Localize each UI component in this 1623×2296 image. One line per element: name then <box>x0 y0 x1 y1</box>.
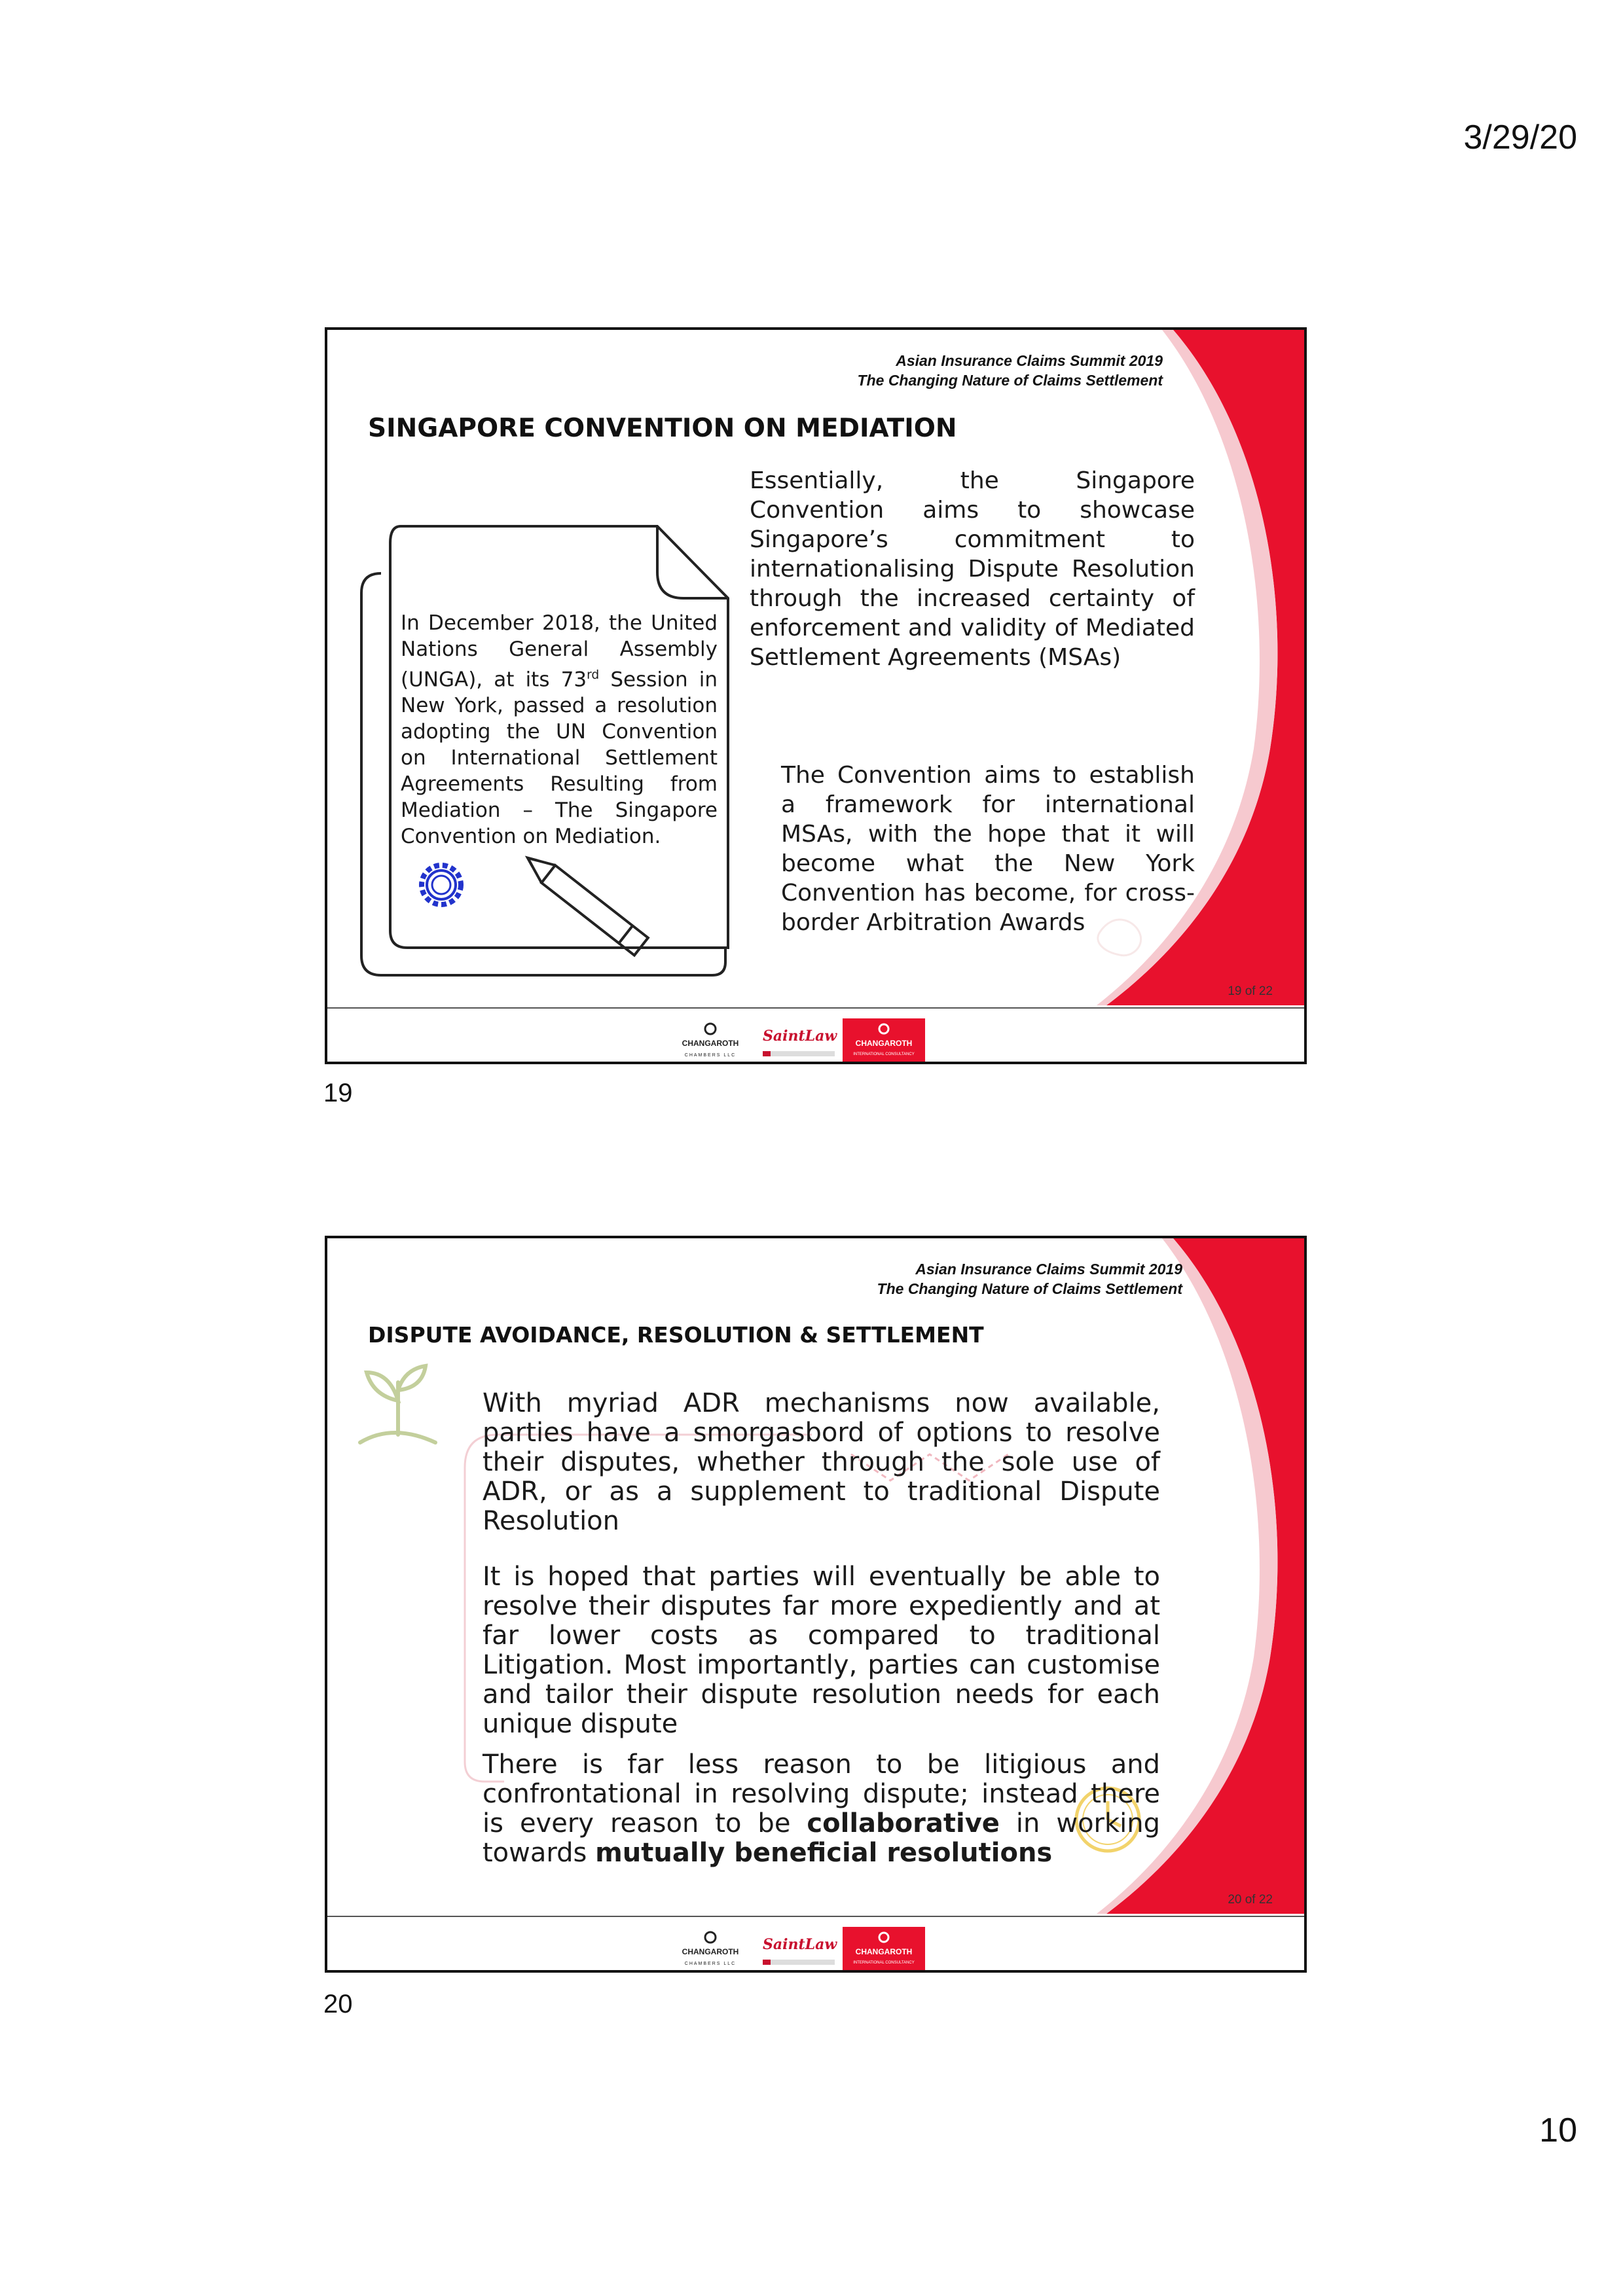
slide-19 <box>325 327 1307 1064</box>
footer-divider <box>327 1007 1304 1009</box>
paragraph-2: It is hoped that parties will eventually be able to resolve their disputes far more expediently and at far lower costs as compared to traditional Litigation. Most importantly, parties can customise and tailor their dispute resolution needs for each unique dispute <box>483 1562 1160 1739</box>
saintlaw-logo <box>763 1936 837 1965</box>
slide-counter: 19 of 22 <box>1228 984 1273 998</box>
changaroth-consultancy-logo <box>843 1927 925 1973</box>
event-header <box>877 1259 1182 1299</box>
svg-text:INTERNATIONAL CONSULTANCY: INTERNATIONAL CONSULTANCY <box>853 1961 915 1965</box>
card-text: In December 2018, the United Nations General Assembly (UNGA), at its 73rd Session in New York, passed a resolution adopting the UN Convention on International Settlement Agreements Resulting from Mediation – The Singapore Convention on Mediation. <box>401 611 718 849</box>
page-number: 10 <box>1539 2111 1577 2149</box>
paragraph-2: The Convention aims to establish a framework for international MSAs, with the hope that it will become what the New York Convention has become, for cross-border Arbitration Awards <box>781 762 1195 936</box>
svg-text:INTERNATIONAL CONSULTANCY: INTERNATIONAL CONSULTANCY <box>853 1052 915 1056</box>
saintlaw-logo <box>763 1028 837 1056</box>
event-subtitle: The Changing Nature of Claims Settlement <box>877 1280 1182 1297</box>
svg-text:SaintLaw: SaintLaw <box>763 1936 837 1953</box>
event-title: Asian Insurance Claims Summit 2019 <box>915 1261 1182 1278</box>
slide-counter: 20 of 22 <box>1228 1893 1273 1907</box>
svg-text:CHAMBERS LLC: CHAMBERS LLC <box>684 1962 737 1966</box>
svg-text:CHANGAROTH: CHANGAROTH <box>855 1947 913 1956</box>
slide-number: 20 <box>323 1990 353 2018</box>
footer-logos <box>671 1927 933 1973</box>
slide-20 <box>325 1236 1307 1973</box>
changaroth-chambers-logo <box>682 1932 739 1966</box>
svg-text:SaintLaw: SaintLaw <box>763 1028 837 1045</box>
slide-number: 19 <box>323 1079 353 1107</box>
changaroth-consultancy-logo <box>843 1018 925 1064</box>
footer-logos <box>671 1018 933 1064</box>
paragraph-1: With myriad ADR mechanisms now available, parties have a smorgasbord of options to resolve their disputes, whether through the sole use of ADR, or as a supplement to traditional Dispute Resolution <box>483 1388 1160 1536</box>
slide-title: SINGAPORE CONVENTION ON MEDIATION <box>368 414 957 443</box>
svg-text:CHANGAROTH: CHANGAROTH <box>682 1039 739 1048</box>
event-header <box>858 351 1163 390</box>
svg-text:CHAMBERS LLC: CHAMBERS LLC <box>684 1053 737 1058</box>
event-title: Asian Insurance Claims Summit 2019 <box>896 352 1163 369</box>
svg-text:CHANGAROTH: CHANGAROTH <box>682 1947 739 1956</box>
event-subtitle: The Changing Nature of Claims Settlement <box>857 372 1163 389</box>
slide-title: DISPUTE AVOIDANCE, RESOLUTION & SETTLEMENT <box>368 1322 984 1348</box>
paragraph-1: Essentially, the Singapore Convention aims to showcase Singapore’s commitment to internationalising Dispute Resolution through the increased certainty of enforcement and validity of Mediated Settlement Agreements (MSAs) <box>750 467 1195 671</box>
paragraph-3: There is far less reason to be litigious and confrontational in resolving dispute; instead there is every reason to be collaborative in working towards mutually beneficial resolutions <box>483 1749 1161 1868</box>
page-date: 3/29/20 <box>1463 118 1577 156</box>
changaroth-chambers-logo <box>682 1024 739 1058</box>
svg-text:CHANGAROTH: CHANGAROTH <box>855 1039 913 1048</box>
footer-divider <box>327 1916 1304 1917</box>
sprout-icon <box>360 1366 435 1443</box>
